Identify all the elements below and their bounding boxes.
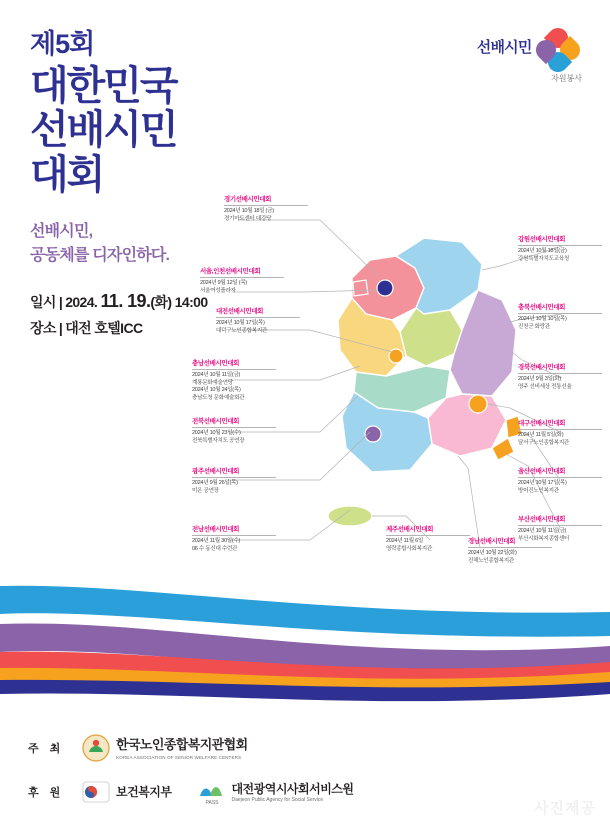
host-names bbox=[116, 736, 248, 760]
callout-daegu[interactable] bbox=[518, 420, 602, 447]
callout-line: 경기마트센터 대강당 bbox=[224, 215, 272, 222]
callout-line: 영락종합사회복지관 bbox=[386, 545, 432, 552]
callout-line: 서울여성플라자 bbox=[200, 287, 236, 294]
slogan-line-2: 공동체를 디자인하다. bbox=[30, 247, 170, 265]
sponsor-footer bbox=[0, 712, 610, 832]
region-daejeon[interactable] bbox=[389, 349, 403, 363]
region-gwangju[interactable] bbox=[365, 426, 381, 442]
callout-line: 2024년 9월 12일 (목) bbox=[200, 280, 247, 287]
place-label: 장소 bbox=[30, 319, 56, 336]
support-row bbox=[28, 778, 353, 806]
title-line-1: 대한민국 bbox=[30, 63, 177, 108]
callout-line: 2024년 10월 11일(금) bbox=[518, 528, 567, 535]
host-name-en: KOREA ASSOCIATION OF SENIOR WELFARE CENTERS bbox=[116, 754, 242, 760]
callout-chungnam[interactable] bbox=[192, 360, 276, 402]
callout-title: 경남선배시민대회 bbox=[468, 538, 552, 548]
callout-line: 2024년 10월 22일(화) bbox=[468, 550, 517, 557]
callout-title: 경북선배시민대회 bbox=[518, 364, 602, 374]
callout-gyeonggi[interactable] bbox=[224, 196, 308, 223]
support-label: 후 원 bbox=[28, 787, 65, 799]
brand-subtitle: 자원봉사 bbox=[551, 74, 582, 83]
support-org-1 bbox=[82, 778, 171, 806]
callout-chungbuk[interactable] bbox=[518, 304, 602, 331]
date-label: 일시 bbox=[30, 294, 56, 311]
callout-jeonnam[interactable] bbox=[192, 526, 276, 553]
callout-line: 2024년 10월 10일(목) bbox=[518, 316, 567, 323]
callout-line: 강원특별자치도교육청 bbox=[518, 255, 570, 262]
callout-line: 06 수 동신대 수련관 bbox=[192, 545, 238, 552]
callout-title: 충북선배시민대회 bbox=[518, 304, 602, 314]
government-emblem-icon bbox=[82, 778, 110, 806]
host-org bbox=[82, 734, 248, 762]
callout-line: 영주 선비세상 전통선율 bbox=[518, 383, 572, 390]
callout-line: 2024년 10월 23일(수) bbox=[192, 430, 241, 437]
date-value: 2024. bbox=[65, 294, 101, 311]
host-name-kr: 한국노인종합복지관협회 bbox=[116, 737, 248, 753]
callout-daejeon[interactable] bbox=[216, 308, 300, 335]
svg-text:PASS: PASS bbox=[205, 800, 219, 806]
callout-title: 광주선배시민대회 bbox=[192, 468, 276, 478]
brand-name: 선배시민 bbox=[476, 39, 532, 56]
region-daegu[interactable] bbox=[469, 395, 487, 413]
callout-line: 충남도청 문화예술회관 bbox=[192, 394, 245, 401]
support-1-name: 보건복지부 bbox=[116, 784, 172, 799]
host-label: 주 최 bbox=[28, 743, 65, 755]
callout-line: 2024년 9월 26일(목) bbox=[192, 480, 238, 487]
ribbon-decoration bbox=[0, 572, 610, 712]
callout-gyeongbuk[interactable] bbox=[518, 364, 602, 391]
event-place-row: 장소 | 대전 호텔ICC bbox=[30, 319, 143, 336]
callout-line: 진해노인종합복지관 bbox=[468, 557, 514, 564]
callout-line: 달서구노인종합복지관 bbox=[518, 439, 570, 446]
senior-welfare-logo-icon bbox=[82, 734, 110, 762]
callout-line: 미온 공연장 bbox=[192, 487, 219, 494]
event-date-row: 일시 | 2024. 11. 19.(화) 14:00 bbox=[30, 291, 208, 312]
support-1-names bbox=[116, 783, 171, 801]
korea-map bbox=[192, 180, 600, 580]
host-row bbox=[28, 734, 248, 762]
support-2-name-en: Daejeon Public Agency for Social Service bbox=[231, 797, 324, 804]
callout-line: 계룡문화예술연당 bbox=[192, 379, 233, 386]
callout-jeonbuk[interactable] bbox=[192, 418, 276, 445]
region-jeju[interactable] bbox=[328, 506, 372, 526]
callout-title: 대전선배시민대회 bbox=[216, 308, 300, 318]
callout-seoul-incheon[interactable] bbox=[200, 268, 284, 295]
callout-jeju[interactable] bbox=[386, 526, 470, 553]
callout-title: 부산선배시민대회 bbox=[518, 516, 602, 526]
callout-title: 충남선배시민대회 bbox=[192, 360, 276, 370]
slogan-line-1: 선배시민, bbox=[30, 223, 93, 241]
callout-line: 2024년 10월 24일(목) bbox=[192, 387, 241, 394]
callout-line: 2024년 9월 3일(화) bbox=[518, 376, 561, 383]
episode-number: 제5회 bbox=[30, 29, 95, 59]
support-org-2 bbox=[197, 778, 353, 806]
callout-line: 부산시화복지종합센터 bbox=[518, 535, 570, 542]
callout-gangwon[interactable] bbox=[518, 236, 602, 263]
place-value: 대전 호텔ICC bbox=[65, 319, 143, 336]
callout-line: 2024년 11월 5일(화) bbox=[518, 432, 564, 439]
title-line-2: 선배시민 bbox=[30, 108, 177, 153]
title-line-3: 대회 bbox=[30, 153, 104, 198]
callout-title: 대구선배시민대회 bbox=[518, 420, 602, 430]
region-gyeongbuk[interactable] bbox=[450, 290, 516, 396]
callout-line: 2024년 10월 17일(목) bbox=[216, 320, 265, 327]
page-title bbox=[30, 64, 330, 198]
date-big: 11. 19. bbox=[100, 291, 151, 312]
callout-line: 2024년 10월 18일 (금) bbox=[224, 208, 274, 215]
support-2-name-kr: 대전광역시사회서비스원 bbox=[231, 781, 354, 796]
callout-line: 방어진노인복지관 bbox=[518, 487, 559, 494]
callout-line: 2024년 11월 6일 bbox=[386, 538, 424, 545]
callout-line: 대덕구노인종합복지관 bbox=[216, 327, 268, 334]
watermark: 사진제공 bbox=[534, 800, 596, 817]
support-2-names bbox=[231, 780, 353, 804]
region-incheon[interactable] bbox=[353, 280, 368, 296]
callout-title: 제주선배시민대회 bbox=[386, 526, 470, 536]
region-seoul[interactable] bbox=[377, 280, 393, 296]
callout-title: 전북선배시민대회 bbox=[192, 418, 276, 428]
callout-ulsan[interactable] bbox=[518, 468, 602, 495]
pass-logo-icon bbox=[197, 778, 225, 806]
callout-line: 진천군 화랑관 bbox=[518, 323, 550, 330]
callout-line: 2024년 10월 11일(금) bbox=[192, 372, 241, 379]
callout-busan[interactable] bbox=[518, 516, 602, 543]
date-suffix: (화) 14:00 bbox=[150, 294, 208, 311]
callout-line: 2024년 11월 30일(수) bbox=[192, 538, 241, 545]
callout-line: 2024년 10월 18일(금) bbox=[518, 248, 567, 255]
callout-title: 전남선배시민대회 bbox=[192, 526, 276, 536]
callout-gwangju[interactable] bbox=[192, 468, 276, 495]
callout-title: 경기선배시민대회 bbox=[224, 196, 308, 206]
callout-line: 2024년 10월 17일(목) bbox=[518, 480, 567, 487]
callout-title: 울산선배시민대회 bbox=[518, 468, 602, 478]
callout-line: 전북특별자치도 공연장 bbox=[192, 437, 245, 444]
brand-logo bbox=[464, 28, 584, 84]
callout-title: 강원선배시민대회 bbox=[518, 236, 602, 246]
callout-title: 서울,인천선배시민대회 bbox=[200, 268, 284, 278]
flower-icon bbox=[536, 28, 582, 74]
